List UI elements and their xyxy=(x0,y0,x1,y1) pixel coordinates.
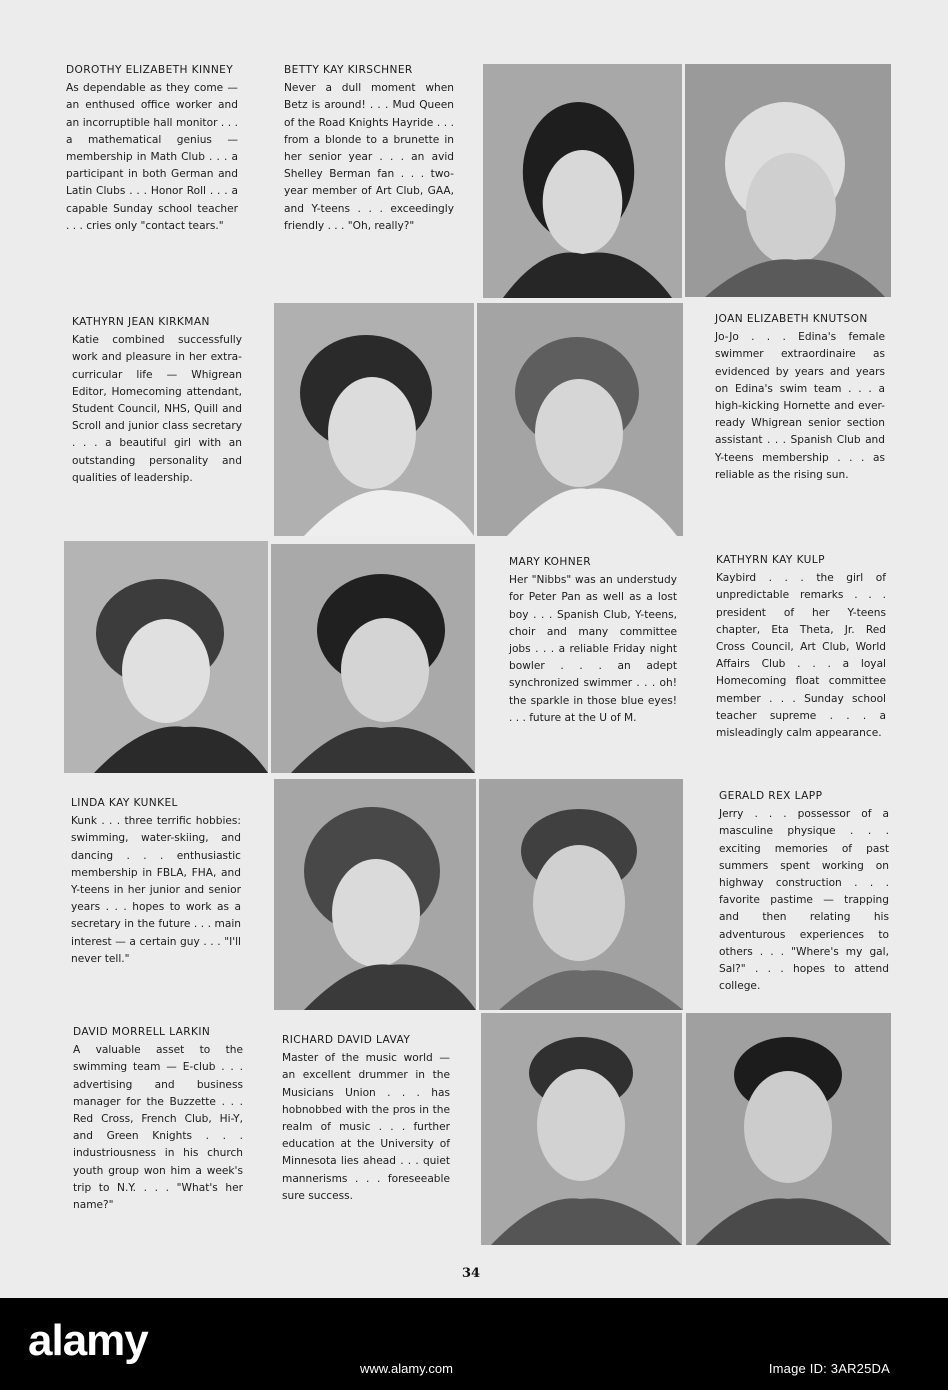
bio-kirkman xyxy=(72,314,242,487)
student-bio: Kaybird . . . the girl of unpredictable remarks . . . president of her Y-teens chapter, Eta Theta, Jr. Red Cross Council, Art Club, World Affairs Club . . . a loyal Homecoming float committee member . . . Sunday school teacher supreme . . . a misleadingly calm appearance. xyxy=(716,572,886,740)
student-name: BETTY KAY KIRSCHNER xyxy=(284,64,413,76)
bio-kinney xyxy=(66,62,238,235)
student-name: JOAN ELIZABETH KNUTSON xyxy=(715,313,868,325)
student-name: MARY KOHNER xyxy=(509,556,591,568)
student-bio: As dependable as they come — an enthused office worker and an incorruptible hall monitor . . . a mathematical genius — membership in Math Club . . . a participant in both German and Latin Clubs . . . Honor Roll . . . a capable Sunday school teacher . . . cries only "contact tears." xyxy=(66,82,238,232)
student-name: RICHARD DAVID LAVAY xyxy=(282,1034,411,1046)
bio-kohner xyxy=(509,554,677,727)
portrait-lapp xyxy=(479,779,683,1010)
watermark-logo: alamy xyxy=(28,1316,148,1365)
student-name: DOROTHY ELIZABETH KINNEY xyxy=(66,64,234,76)
watermark-image-id: Image ID: 3AR25DA xyxy=(768,1361,890,1376)
watermark-url: www.alamy.com xyxy=(360,1361,453,1376)
bio-lapp xyxy=(719,788,889,995)
student-name: KATHYRN KAY KULP xyxy=(716,554,825,566)
student-bio: Jo-Jo . . . Edina's female swimmer extraordinaire as evidenced by years and years on Edina's swim team . . . a high-kicking Hornette and ever-ready Whigrean senior section assistant . . . Spanish Club and Y-teens membership . . . as reliable as the rising sun. xyxy=(715,331,885,481)
portrait-kirschner xyxy=(685,64,891,297)
student-bio: Never a dull moment when Betz is around! . . . Mud Queen of the Road Knights Hayride . . . from a blonde to a brunette in her senior year . . . an avid Shelley Berman fan . . . two-year member of Art Club, GAA, and Y-teens . . . exceedingly friendly . . . "Oh, really?" xyxy=(284,82,454,232)
student-name: LINDA KAY KUNKEL xyxy=(71,797,178,809)
student-bio: Kunk . . . three terrific hobbies: swimming, water-skiing, and dancing . . . enthusiastic membership in FBLA, FHA, and Y-teens in her junior and senior years . . . hopes to work as a secretary in the future . . . main interest — a certain guy . . . "I'll never tell." xyxy=(71,815,241,965)
student-name: KATHYRN JEAN KIRKMAN xyxy=(72,316,210,328)
portrait-knutson xyxy=(477,303,683,536)
student-bio: Katie combined successfully work and pleasure in her extra-curricular life — Whigrean Editor, Homecoming attendant, Student Council, NHS, Quill and Scroll and junior class secretary . . . a beautiful girl with an outstanding personality and qualities of leadership. xyxy=(72,334,242,484)
page-number: 34 xyxy=(462,1266,481,1281)
student-bio: Master of the music world — an excellent drummer in the Musicians Union . . . has hobnobbed with the pros in the realm of music . . . further education at the University of Minnesota lies ahead . . . quiet mannerisms . . . foreseeable sure success. xyxy=(282,1052,450,1202)
student-name: DAVID MORRELL LARKIN xyxy=(73,1026,211,1038)
bio-larkin xyxy=(73,1024,243,1214)
student-name: GERALD REX LAPP xyxy=(719,790,823,802)
portrait-lavay xyxy=(686,1013,891,1245)
student-bio: Her "Nibbs" was an understudy for Peter Pan as well as a lost boy . . . Spanish Club, Y-teens, choir and many committee jobs . . . a reliable Friday night bowler . . . an adept synchronized swimmer . . . oh! the sparkle in those blue eyes! . . . future at the U of M. xyxy=(509,574,677,724)
bio-kirschner xyxy=(284,62,454,235)
bio-knutson xyxy=(715,311,885,484)
bio-kunkel xyxy=(71,795,241,968)
portrait-larkin xyxy=(481,1013,682,1245)
student-bio: A valuable asset to the swimming team — E-club . . . advertising and business manager for the Buzzette . . . Red Cross, French Club, Hi-Y, and Green Knights . . . industriousness in his church youth group won him a week's trip to N.Y. . . . "What's her name?" xyxy=(73,1044,243,1212)
portrait-kunkel xyxy=(274,779,476,1010)
portrait-kohner xyxy=(64,541,268,773)
bio-lavay xyxy=(282,1032,450,1205)
bio-kulp xyxy=(716,552,886,742)
portrait-kulp xyxy=(271,544,475,773)
portrait-kirkman xyxy=(274,303,474,536)
portrait-kinney xyxy=(483,64,682,298)
student-bio: Jerry . . . possessor of a masculine physique . . . exciting memories of past summers spent working on highway construction . . . favorite pastime — trapping and then relating his adventurous experiences to others . . . "Where's my gal, Sal?" . . . hopes to attend college. xyxy=(719,808,889,993)
